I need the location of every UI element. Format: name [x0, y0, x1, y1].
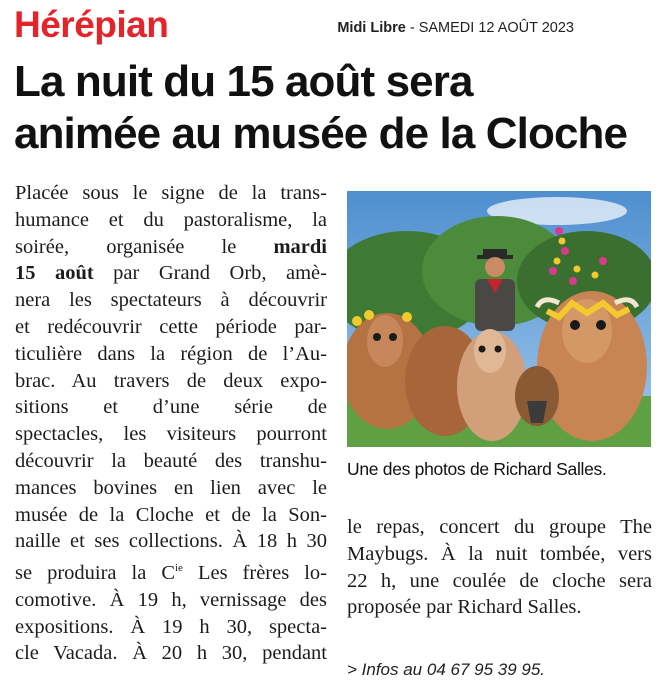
body-line: humance et du pastoralisme, la — [15, 208, 327, 231]
body-line: spectacles, les visiteurs pourront — [15, 423, 327, 446]
body-line: 22 h, une coulée de cloche sera — [347, 569, 652, 592]
body-line: et redécouvrir cette période par- — [15, 315, 327, 338]
transhumance-cows-photo — [347, 191, 651, 447]
headline — [14, 56, 659, 160]
source-separator: - — [405, 20, 419, 36]
headline-line-1: La nuit du 15 août sera — [14, 57, 473, 106]
body-line: sitions et d’une série de — [15, 396, 327, 419]
body-line: expositions. À 19 h 30, specta- — [15, 615, 327, 638]
section-kicker: Hérépian — [14, 4, 169, 45]
article-photo — [347, 191, 651, 447]
emphasis-date: mardi — [273, 235, 327, 258]
publication-date: SAMEDI 12 AOÛT 2023 — [418, 20, 574, 36]
body-line: découvrir la beauté des transhu- — [15, 449, 327, 472]
photo-caption: Une des photos de Richard Salles. — [347, 459, 607, 479]
body-text: par Grand Orb, amè- — [93, 262, 327, 285]
body-line: le repas, concert du groupe The — [347, 516, 652, 538]
body-line: Placée sous le signe de la trans- — [15, 182, 327, 204]
body-line: ticulière dans la région de l’Au- — [15, 342, 327, 365]
body-line: brac. Au travers de deux expo- — [15, 369, 327, 392]
newspaper-name: Midi Libre — [337, 20, 406, 36]
body-text: se produira la C — [15, 561, 175, 584]
body-line: mances bovines en lien avec le — [15, 476, 327, 499]
source-line — [337, 20, 574, 36]
body-line — [15, 555, 327, 587]
body-line: proposée par Richard Salles. — [347, 596, 582, 619]
body-line: cle Vacada. À 20 h 30, pendant — [15, 642, 327, 665]
body-line: naille et ses collections. À 18 h 30 — [15, 530, 327, 553]
body-text: soirée, organisée le — [15, 235, 274, 258]
body-line: nera les spectateurs à découvrir — [15, 289, 327, 312]
body-line — [15, 234, 327, 261]
body-line: Maybugs. À la nuit tombée, vers — [347, 542, 652, 565]
superscript: ie — [175, 562, 183, 575]
body-line: comotive. À 19 h, vernissage des — [15, 588, 327, 611]
article-column-right — [347, 514, 652, 621]
headline-line-2: animée au musée de la Cloche — [14, 109, 628, 158]
body-line — [15, 260, 327, 287]
body-text: Les frères lo- — [182, 561, 327, 584]
emphasis-date: 15 août — [15, 262, 94, 285]
body-line: musée de la Cloche et de la Son- — [15, 503, 327, 526]
article-column-left — [15, 180, 327, 667]
info-contact: > Infos au 04 67 95 39 95. — [347, 660, 546, 679]
